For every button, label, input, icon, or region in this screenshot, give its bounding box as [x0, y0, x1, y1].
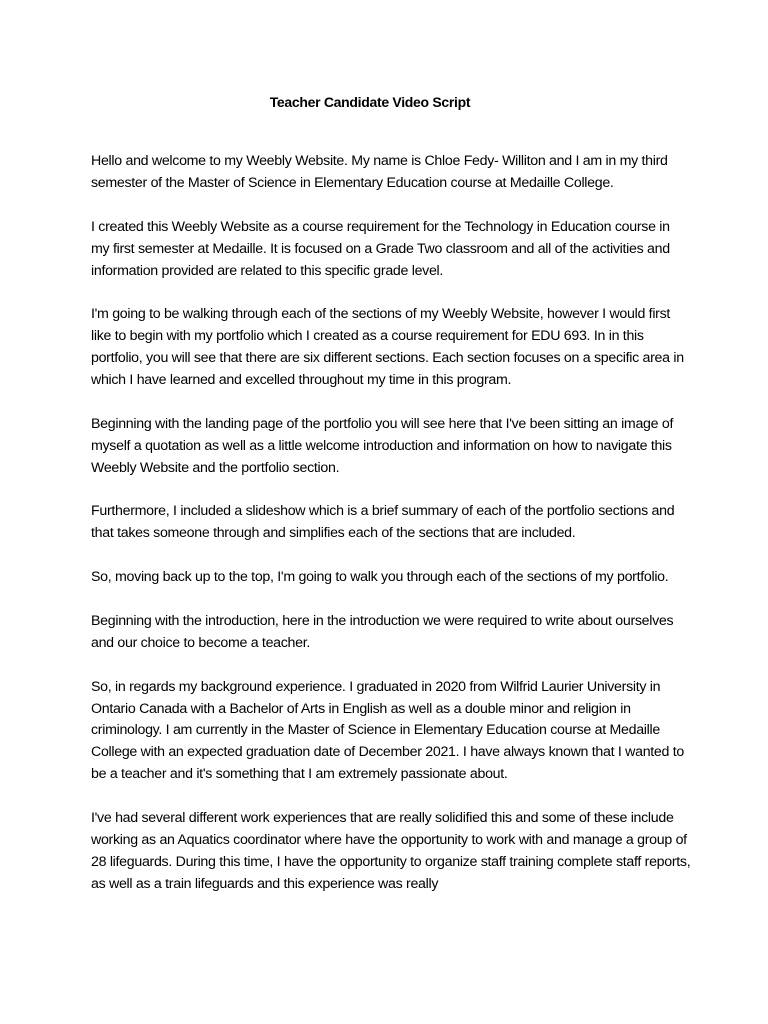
paragraph-work-experience: I've had several different work experiences that are really solidified this and some of these include working as an Aquatics coordinator where have the opportunity to work with and manage a group of 28 lifeguards. During this time, I have the opportunity to organize staff training complete staff reports, as well as a train lifeguards and this experience was really [91, 810, 691, 892]
paragraph-website-purpose: I created this Weebly Website as a course requirement for the Technology in Education course in my first semester at Medaille. It is focused on a Grade Two classroom and all of the activities and information provided are related to this specific grade level. [91, 218, 670, 279]
document-title: Teacher Candidate Video Script [269, 94, 471, 110]
paragraph-landing-page: Beginning with the landing page of the portfolio you will see here that I've been sitting an image of myself a quotation as well as a little welcome introduction and information on how to navigate this Weebly Website and the portfolio section. [91, 415, 674, 476]
document-body [91, 151, 691, 918]
paragraph-introduction: Beginning with the introduction, here in the introduction we were required to write about ourselves and our choice to become a teacher. [91, 612, 674, 651]
paragraph-walkthrough: So, moving back up to the top, I'm going to walk you through each of the sections of my portfolio. [91, 569, 669, 586]
paragraph-background: So, in regards my background experience. I graduated in 2020 from Wilfrid Laurier University in Ontario Canada with a Bachelor of Arts in English as well as a double minor and religion in criminology. I am currently in the Master of Science in Elementary Education course at Medaille College with an expected graduation date of December 2021. I have always known that I wanted to be a teacher and it's something that I am extremely passionate about. [91, 678, 684, 783]
paragraph-portfolio-overview: I'm going to be walking through each of the sections of my Weebly Website, however I would first like to begin with my portfolio which I created as a course requirement for EDU 693. In in this portfolio, you will see that there are six different sections. Each section focuses on a specific area in which I have learned and excelled throughout my time in this program. [91, 306, 684, 389]
paragraph-welcome: Hello and welcome to my Weebly Website. My name is Chloe Fedy- Williton and I am in my third semester of the Master of Science in Elementary Education course at Medaille College. [91, 153, 668, 191]
paragraph-slideshow: Furthermore, I included a slideshow which is a brief summary of each of the portfolio sections and that takes someone through and simplifies each of the sections that are included. [91, 503, 675, 542]
